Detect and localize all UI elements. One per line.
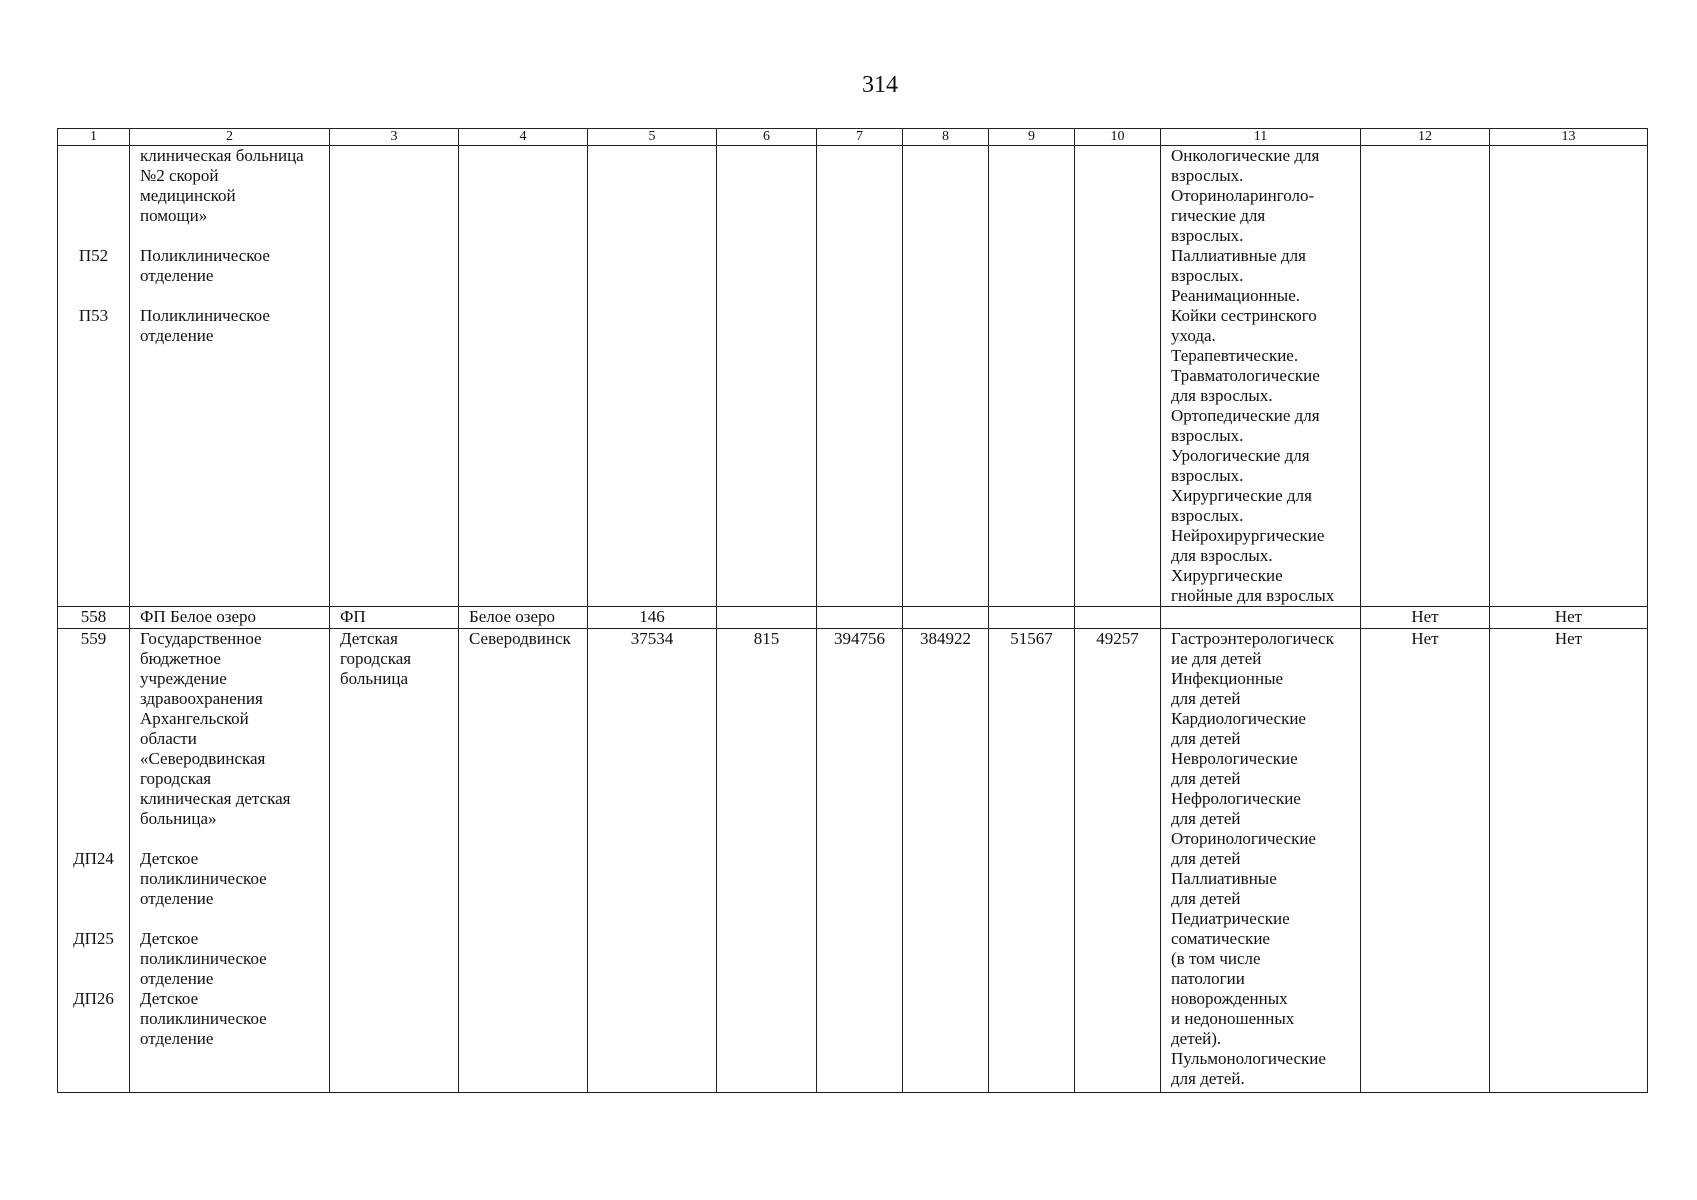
cell-line: поликлиническое	[140, 949, 267, 968]
cell-col6: 815	[717, 629, 817, 1093]
cell-line	[58, 669, 129, 689]
header-cell: 11	[1161, 129, 1361, 146]
cell-line: здравоохранения	[140, 689, 263, 708]
cell-line: и недоношенных	[1171, 1009, 1295, 1028]
cell-line	[58, 769, 129, 789]
cell-line	[140, 829, 329, 849]
cell-line: городская	[140, 769, 212, 788]
cell-line: поликлиническое	[140, 869, 267, 888]
cell-col12: Нет	[1361, 607, 1490, 629]
cell-line	[58, 969, 129, 989]
cell-line: Койки сестринского	[1171, 306, 1317, 325]
cell-line	[58, 1029, 129, 1049]
cell-line	[58, 789, 129, 809]
cell-bed-profiles	[1161, 607, 1361, 629]
cell-locality: Северодвинск	[459, 629, 588, 1093]
header-cell: 9	[989, 129, 1075, 146]
header-row	[58, 129, 1648, 146]
cell-line	[58, 266, 129, 286]
cell-col13	[1490, 146, 1648, 607]
cell-col10	[1075, 146, 1161, 607]
table-row-559	[58, 629, 1648, 1093]
cell-line: области	[140, 729, 197, 748]
cell-line	[58, 186, 129, 206]
cell-line	[140, 226, 329, 246]
cell-line: Урологические для	[1171, 446, 1310, 465]
cell-col9	[989, 146, 1075, 607]
cell-line: бюджетное	[140, 649, 221, 668]
cell-line: ие для детей	[1171, 649, 1262, 668]
cell-line	[140, 286, 329, 306]
cell-line	[58, 166, 129, 186]
header-cell: 4	[459, 129, 588, 146]
cell-line: Детская	[340, 629, 398, 648]
cell-line: 559	[80, 629, 107, 648]
header-cell: 12	[1361, 129, 1490, 146]
cell-line: для взрослых.	[1171, 386, 1273, 405]
cell-codes	[58, 146, 130, 607]
cell-type	[330, 146, 459, 607]
page-number: 314	[862, 72, 898, 98]
cell-line: детей).	[1171, 1029, 1222, 1048]
cell-line: Терапевтические.	[1171, 346, 1299, 365]
cell-col5: 146	[588, 607, 717, 629]
cell-line: клиническая детская	[140, 789, 291, 808]
header-cell: 3	[330, 129, 459, 146]
cell-col6	[717, 146, 817, 607]
cell-line	[58, 869, 129, 889]
cell-type: ФП	[330, 607, 459, 629]
cell-line: Нефрологические	[1171, 789, 1301, 808]
cell-line: отделение	[140, 1029, 214, 1048]
cell-line: Травматологические	[1171, 366, 1320, 385]
cell-line: ДП24	[73, 849, 114, 868]
cell-col10	[1075, 607, 1161, 629]
cell-line: П53	[78, 306, 109, 325]
cell-line	[140, 909, 329, 929]
cell-line: поликлиническое	[140, 1009, 267, 1028]
cell-line: больница	[340, 669, 408, 688]
cell-line	[58, 909, 129, 929]
cell-line: гические для	[1171, 206, 1266, 225]
cell-line	[58, 829, 129, 849]
header-cell: 13	[1490, 129, 1648, 146]
cell-col10: 49257	[1075, 629, 1161, 1093]
cell-line: Кардиологические	[1171, 709, 1306, 728]
cell-line: соматические	[1171, 929, 1270, 948]
cell-line: больница»	[140, 809, 217, 828]
cell-line: Гастроэнтерологическ	[1171, 629, 1334, 648]
cell-line: Нейрохирургические	[1171, 526, 1325, 545]
table-row-continuation	[58, 146, 1648, 607]
cell-line: Паллиативные для	[1171, 246, 1306, 265]
header-cell: 6	[717, 129, 817, 146]
cell-line	[58, 1009, 129, 1029]
cell-col6	[717, 607, 817, 629]
cell-line: Пульмонологические	[1171, 1049, 1326, 1068]
cell-locality	[459, 146, 588, 607]
cell-col7	[817, 146, 903, 607]
cell-line: ухода.	[1171, 326, 1216, 345]
cell-line: Онкологические для	[1171, 146, 1320, 165]
cell-line: Поликлиническое	[140, 246, 270, 265]
cell-line: ДП25	[73, 929, 114, 948]
cell-line: Государственное	[140, 629, 262, 648]
cell-line: гнойные для взрослых	[1171, 586, 1335, 605]
cell-col8	[903, 146, 989, 607]
cell-organization	[130, 146, 330, 607]
cell-line: №2 скорой	[140, 166, 219, 185]
cell-line: учреждение	[140, 669, 227, 688]
cell-line	[58, 749, 129, 769]
cell-line: Поликлиническое	[140, 306, 270, 325]
cell-line	[58, 146, 129, 166]
cell-row-number: 558	[58, 607, 130, 629]
data-table	[57, 128, 1648, 1093]
header-cell: 8	[903, 129, 989, 146]
cell-line: отделение	[140, 266, 214, 285]
cell-line	[58, 286, 129, 306]
cell-line	[58, 889, 129, 909]
cell-line: взрослых.	[1171, 426, 1244, 445]
cell-line: Педиатрические	[1171, 909, 1290, 928]
cell-line: помощи»	[140, 206, 208, 225]
cell-line: для детей	[1171, 889, 1241, 908]
cell-bed-profiles	[1161, 629, 1361, 1093]
cell-line: взрослых.	[1171, 506, 1244, 525]
cell-col8	[903, 607, 989, 629]
cell-line: взрослых.	[1171, 226, 1244, 245]
cell-line: Ортопедические для	[1171, 406, 1320, 425]
cell-line: для детей	[1171, 809, 1241, 828]
cell-line: отделение	[140, 889, 214, 908]
cell-col13: Нет	[1490, 607, 1648, 629]
table-row-558	[58, 607, 1648, 629]
cell-col12	[1361, 146, 1490, 607]
cell-col9	[989, 607, 1075, 629]
cell-line: для взрослых.	[1171, 546, 1273, 565]
cell-line: отделение	[140, 326, 214, 345]
cell-line: Детское	[140, 849, 199, 868]
cell-line: Хирургические для	[1171, 486, 1312, 505]
cell-organization	[130, 629, 330, 1093]
cell-line	[58, 206, 129, 226]
cell-line	[58, 729, 129, 749]
cell-line	[58, 809, 129, 829]
cell-line: взрослых.	[1171, 266, 1244, 285]
cell-line	[58, 326, 129, 346]
cell-line: Паллиативные	[1171, 869, 1277, 888]
cell-line: Архангельской	[140, 709, 249, 728]
cell-line: медицинской	[140, 186, 236, 205]
cell-line: Оториноларинголо-	[1171, 186, 1315, 205]
cell-line: (в том числе	[1171, 949, 1261, 968]
cell-line: Хирургические	[1171, 566, 1283, 585]
cell-line	[58, 649, 129, 669]
cell-bed-profiles	[1161, 146, 1361, 607]
cell-line: «Северодвинская	[140, 749, 266, 768]
cell-line: для детей	[1171, 729, 1241, 748]
cell-col12: Нет	[1361, 629, 1490, 1093]
cell-col7	[817, 607, 903, 629]
cell-line: Детское	[140, 989, 199, 1008]
cell-line: отделение	[140, 969, 214, 988]
header-cell: 1	[58, 129, 130, 146]
cell-col9: 51567	[989, 629, 1075, 1093]
cell-line: патологии	[1171, 969, 1245, 988]
cell-line	[58, 689, 129, 709]
cell-line: ДП26	[73, 989, 114, 1008]
cell-line: городская	[340, 649, 412, 668]
cell-line: Оторинологические	[1171, 829, 1316, 848]
cell-locality: Белое озеро	[459, 607, 588, 629]
cell-organization: ФП Белое озеро	[130, 607, 330, 629]
header-cell: 7	[817, 129, 903, 146]
header-cell: 10	[1075, 129, 1161, 146]
cell-col13: Нет	[1490, 629, 1648, 1093]
header-cell: 5	[588, 129, 717, 146]
cell-col5	[588, 146, 717, 607]
cell-line: для детей	[1171, 849, 1241, 868]
cell-line: Неврологические	[1171, 749, 1298, 768]
cell-line: клиническая больница	[140, 146, 304, 165]
cell-line: взрослых.	[1171, 466, 1244, 485]
cell-codes	[58, 629, 130, 1093]
cell-line: Инфекционные	[1171, 669, 1284, 688]
cell-col8: 384922	[903, 629, 989, 1093]
cell-line: новорожденных	[1171, 989, 1288, 1008]
cell-line	[58, 949, 129, 969]
cell-line: для детей.	[1171, 1069, 1245, 1088]
cell-line: П52	[78, 246, 109, 265]
cell-line: для детей	[1171, 769, 1241, 788]
cell-line	[58, 709, 129, 729]
cell-col7: 394756	[817, 629, 903, 1093]
header-cell: 2	[130, 129, 330, 146]
cell-col5: 37534	[588, 629, 717, 1093]
cell-line: взрослых.	[1171, 166, 1244, 185]
cell-line	[58, 226, 129, 246]
cell-type	[330, 629, 459, 1093]
cell-line: Детское	[140, 929, 199, 948]
cell-line: Реанимационные.	[1171, 286, 1301, 305]
cell-line: для детей	[1171, 689, 1241, 708]
